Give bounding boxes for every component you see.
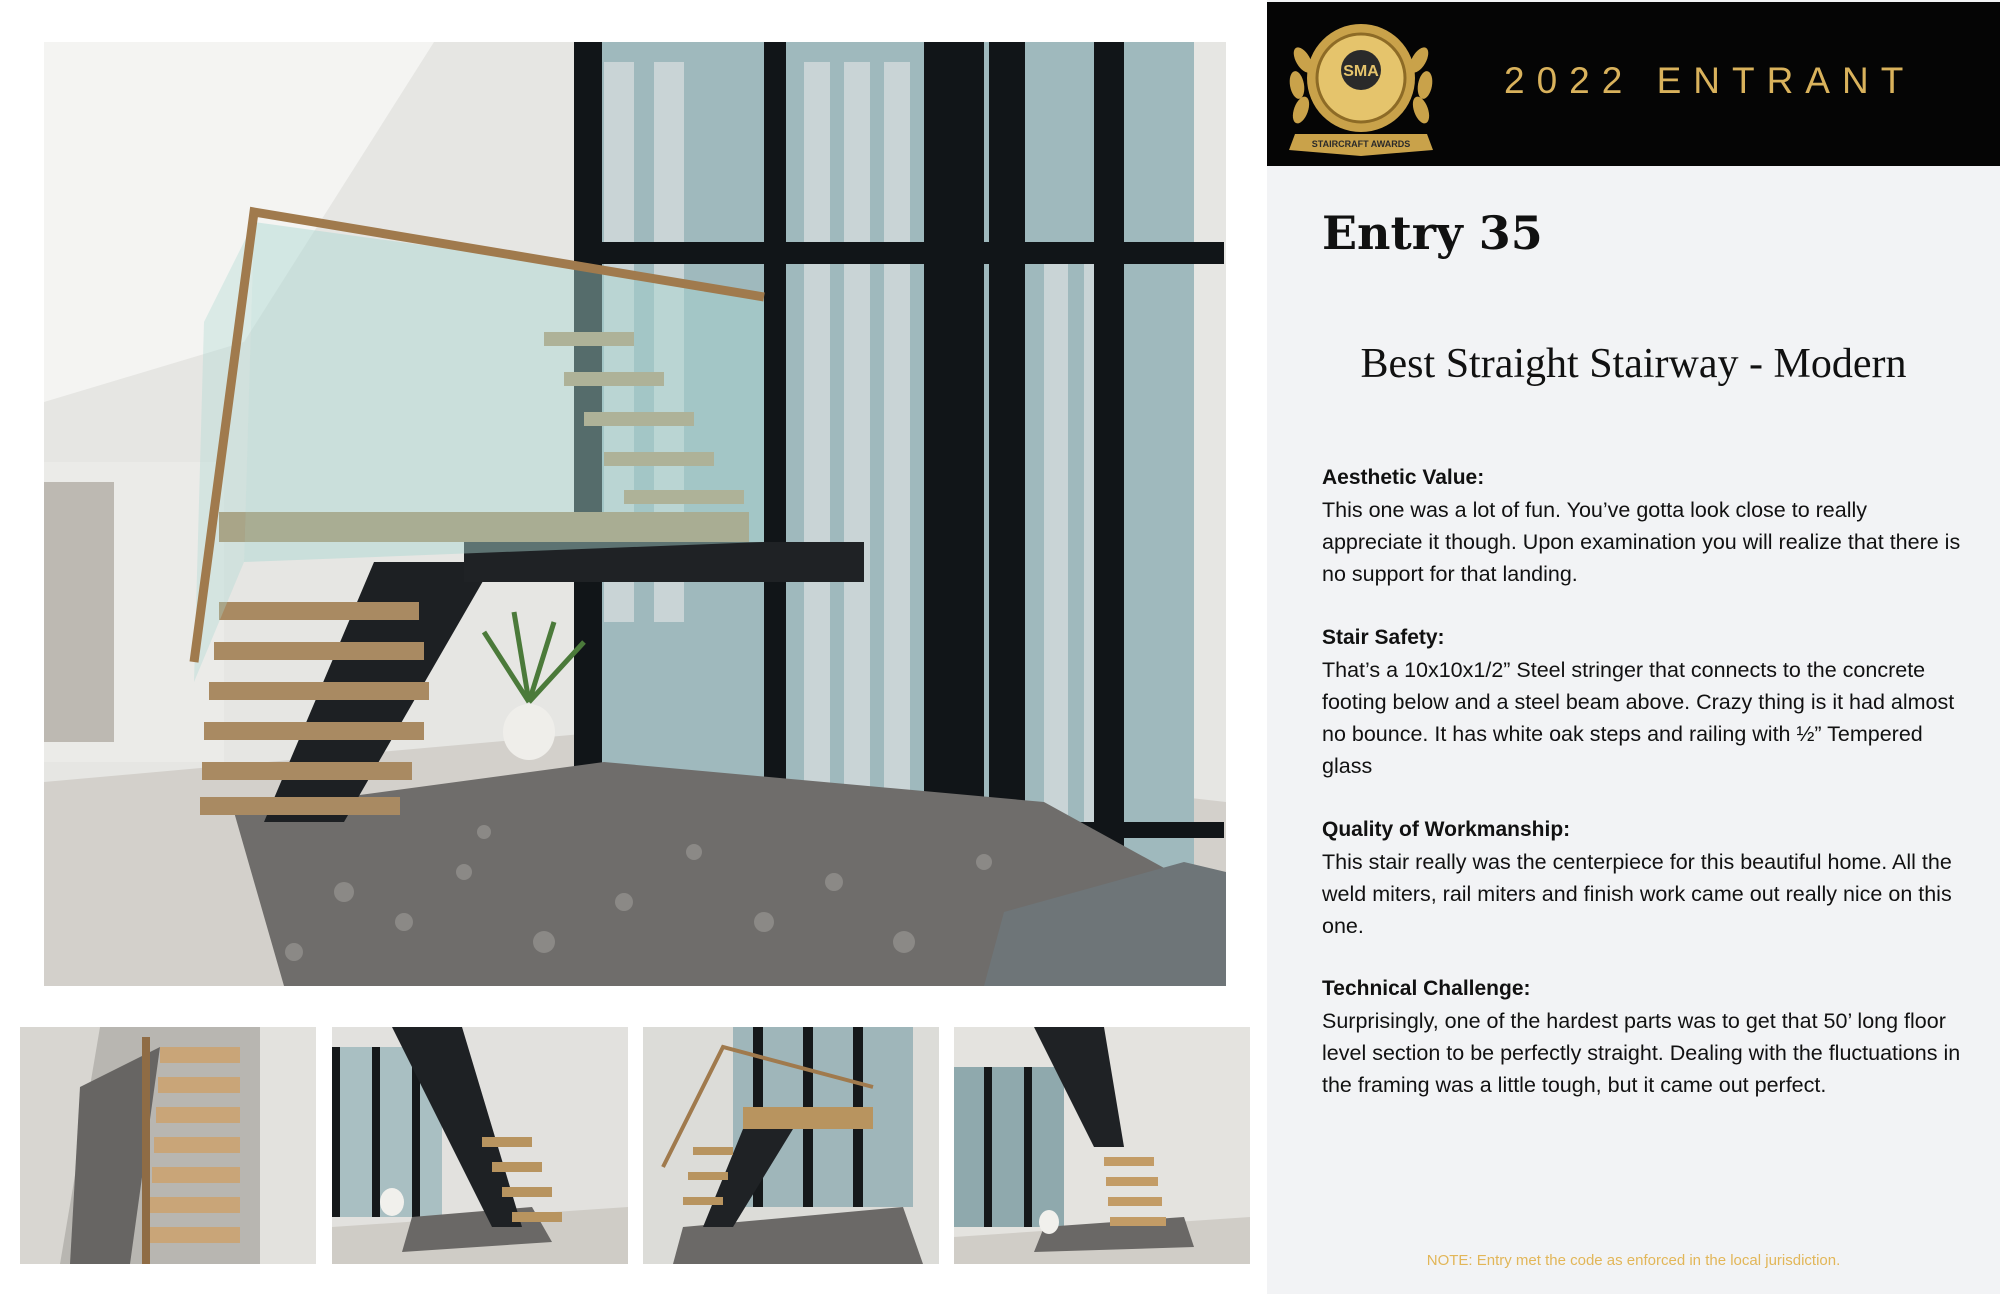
jurisdiction-note: NOTE: Entry met the code as enforced in the local jurisdiction.	[1426, 1252, 1841, 1269]
stair-safety-section	[1322, 622, 1962, 782]
thumbnail-2[interactable]	[332, 1027, 628, 1264]
thumbnail-4[interactable]	[954, 1027, 1250, 1264]
section-heading: Stair Safety:	[1322, 626, 1445, 649]
section-body: That’s a 10x10x1/2” Steel stringer that connects to the concrete footing below and a steel beam above. Crazy thing is it had almost no bounce. It has white oak steps and railing with ½” Tempered glass	[1322, 658, 1955, 778]
section-heading: Aesthetic Value:	[1322, 466, 1485, 489]
section-heading: Technical Challenge:	[1322, 977, 1531, 1000]
technical-challenge-section	[1322, 973, 1962, 1101]
entrant-label: 2022 ENTRANT	[1504, 60, 1916, 101]
floating-stair-photo-icon	[44, 42, 1226, 986]
thumbnail-3[interactable]	[643, 1027, 939, 1264]
entry-info-panel	[1267, 0, 2000, 1294]
workmanship-section	[1322, 814, 1962, 942]
award-banner	[1267, 2, 2000, 166]
thumbnail-1[interactable]	[20, 1027, 316, 1264]
section-body: Surprisingly, one of the hardest parts was to get that 50’ long floor level section to be perfectly straight. Dealing with the fluctuations in the framing was a little tough, but it came out perfect.	[1322, 1009, 1961, 1097]
section-body: This one was a lot of fun. You’ve gotta look close to really appreciate it though. Upon examination you will realize that there is no support for that landing.	[1322, 498, 1961, 586]
aesthetic-value-section	[1322, 462, 1962, 590]
stair-front-view-photo-icon	[954, 1027, 1250, 1264]
stair-top-view-photo-icon	[20, 1027, 316, 1264]
category-title: Best Straight Stairway - Modern	[1360, 341, 1907, 387]
entry-title: Entry 35	[1322, 206, 1543, 260]
staircraft-awards-laurel-badge-icon	[1281, 10, 1441, 162]
badge-ribbon-text: STAIRCRAFT AWARDS	[1311, 139, 1411, 149]
main-stair-photo	[44, 42, 1226, 986]
badge-initials: SMA	[1343, 63, 1379, 80]
stair-side-view-photo-icon	[332, 1027, 628, 1264]
stair-landing-view-photo-icon	[643, 1027, 939, 1264]
section-body: This stair really was the centerpiece for this beautiful home. All the weld miters, rail miters and finish work came out really nice on this one.	[1322, 850, 1952, 938]
section-heading: Quality of Workmanship:	[1322, 818, 1571, 841]
